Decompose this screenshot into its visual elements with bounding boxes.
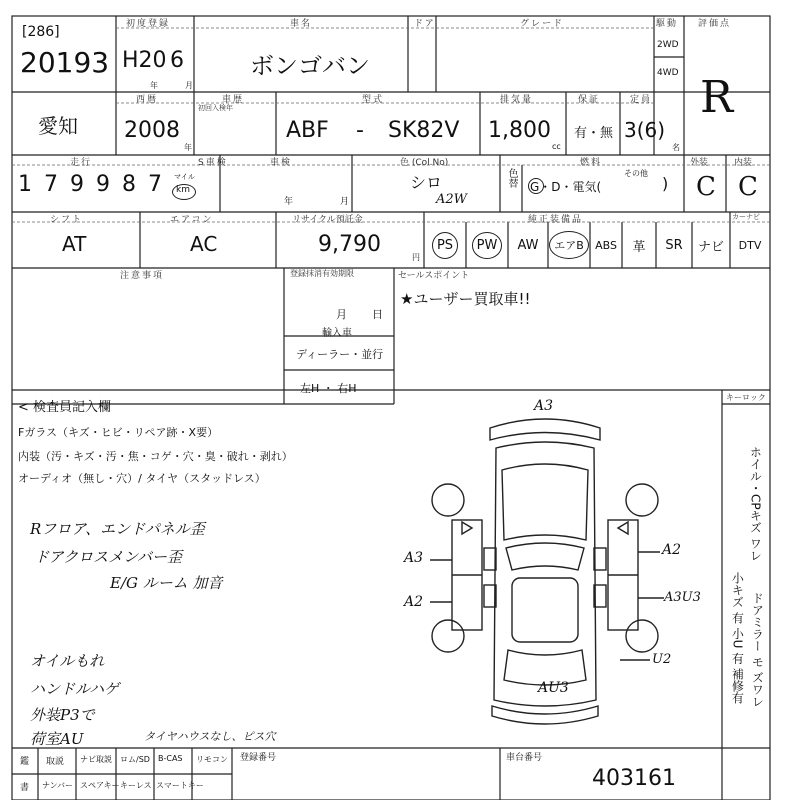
side-note-3: 小キズ 有 小U 有 補修有 [730,572,745,705]
fuel-close: ) [662,174,669,193]
region: 愛知 [38,114,78,138]
bottom-item-remote: リモコン [196,755,228,764]
equipment-label: PW [472,232,503,259]
windshield [506,543,584,570]
displacement: 1,800 [488,118,551,143]
lot-number: 20193 [20,46,110,79]
recycle-fee: 9,790 [318,232,381,257]
bottom-label-2: 書 [20,783,30,793]
hand-note-2: ドアクロスメンバー歪 [34,548,183,566]
hood-panel [502,464,588,540]
bottom-item-spare-key: スペアキー [80,781,120,790]
mirror-left [462,522,472,534]
unit-year-1: 年 [150,81,158,90]
damage-mark-rear: AU3 [538,680,569,696]
inspection-label: 車検 [270,158,293,168]
rating-label: 評価点 [698,19,732,29]
equipment-label: ABS [595,238,617,252]
damage-mark-right-front: A2 [662,542,682,558]
mileage-digit: 7 [44,172,58,197]
reg-month-label: 月 [336,308,347,321]
grade-label: グレード [520,19,565,29]
unit-yen: 円 [412,253,420,262]
recycle-label: リサイクル預託金 [292,215,363,225]
unit-km: km [176,185,190,195]
damage-mark-right-rear: A3U3 [664,590,701,605]
unit-year-2: 年 [184,143,192,152]
drive-4wd: 4WD [657,68,679,78]
damage-mark-left-front: A3 [404,550,424,566]
equipment-label: PS [432,232,458,259]
reg-month: 6 [170,48,184,73]
side-note-2: ドアミラー モ ズワレ [750,592,765,708]
year: 2008 [124,118,180,143]
car-name: ボンゴバン [250,52,370,80]
model-type: SK82V [388,118,460,143]
color-change-mark: 色替 [506,168,517,188]
equipment-label: 革 [632,239,646,255]
interior-label: 内装 [734,158,753,168]
inspector-line-3: オーディオ（無し・穴）/ タイヤ（スタッドレス） [18,472,266,485]
mileage-digit: 8 [122,172,136,197]
wheel-rear-left [432,620,464,652]
unit-month-3: 月 [340,197,350,207]
type-prefix: ABF [286,118,329,143]
rating-value: R [700,72,734,123]
wheel-rear-right [626,620,658,652]
type-label: 型式 [362,95,385,105]
car-number: 403161 [592,766,676,791]
fuel-other: その他 [624,169,648,178]
reg-day-label: 日 [372,308,383,321]
shift-label: シフト [50,215,84,225]
drive-2wd: 2WD [657,40,679,50]
import-label: 輸入車 [322,328,352,339]
key-lock-label: キーロック [726,393,766,402]
bottom-item-nav-manual: ナビ取説 [80,755,112,764]
mileage-label: 走行 [70,158,93,168]
equipment-label: SR [665,237,683,253]
inspector-line-2: 内装（汚・キズ・汚・焦・コゲ・穴・臭・破れ・剥れ） [18,450,293,463]
rear-bumper [492,706,598,724]
equipment-label: DTV [738,238,762,252]
hand-note-3: E/G ルーム 加音 [110,574,223,592]
inspector-line-1: Fガラス（キズ・ヒビ・リペア跡・X要） [18,426,219,439]
damage-mark-left-rear: A2 [404,594,424,610]
equipment-label: エアB [549,231,589,259]
mileage-digit: 7 [148,172,162,197]
color-label: 色 (Col.No) [400,158,449,168]
car-name-label: 車名 [290,19,313,29]
mileage-digit: 1 [18,172,32,197]
import-steering: 左H ・ 右H [300,382,357,395]
front-bumper [490,419,600,440]
warranty-choice: 有・無 [574,126,614,141]
aircon-label: エアコン [170,215,214,225]
reg-expiry-label: 登録抹消有効期限 [290,269,354,278]
reg-era: H20 [122,48,167,73]
capacity-label: 定員 [630,95,653,105]
bottom-label-1: 鑑 [20,757,30,767]
exterior-grade: C [696,172,716,202]
roof-panel [512,578,578,642]
car-number-label: 車台番号 [506,753,543,763]
hand-note-6: 外装P3で [30,706,95,724]
bottom-item-rom: ロム/SD [120,755,150,764]
unit-year-3: 年 [284,197,294,207]
bottom-item-manual: 取説 [46,757,65,767]
unit-cc: cc [552,142,561,151]
damage-mark-front: A3 [534,398,554,414]
year-label: 西暦 [136,95,159,105]
unit-mile: マイル [174,173,195,181]
reg-number-label: 登録番号 [240,753,277,763]
right-front-handle [594,548,606,570]
model-year-label: 車歴 [222,95,245,105]
import-dealer: ディーラー・並行 [296,348,384,361]
equipment-label: AW [517,237,539,253]
displacement-label: 排気量 [500,95,534,105]
mileage-digit: 9 [96,172,110,197]
notes-label: 注意事項 [120,271,165,281]
side-note-1: ホイル・CPキズ ワレ [748,446,763,562]
bottom-item-number: ナンバー [42,781,74,790]
color: シロ [410,173,443,192]
door-label: ドア [414,19,436,29]
bottom-item-bcas: B-CAS [158,754,183,763]
hand-note-5: ハンドルハゲ [30,680,119,698]
model-year-note: 初回入検年 [198,104,233,112]
first-reg-label: 初度登録 [126,19,171,29]
hand-note-1: Rフロア、エンドパネル歪 [30,520,205,538]
hand-note-7: 荷室AU [30,730,84,748]
aircon: AC [190,232,218,256]
unit-name: 名 [672,143,680,152]
damage-mark-right-corner: U2 [652,652,672,667]
hand-note-8: タイヤハウスなし、ピス穴 [144,730,276,743]
mileage-digit: 9 [70,172,84,197]
tuner-label: カーナビ [732,213,760,221]
genuine-label: 純正装備品 [528,215,584,225]
wheel-front-right [626,484,658,516]
sales-point: ★ユーザー買取車!! [400,290,531,308]
unit-month-1: 月 [185,81,193,90]
bottom-item-smart-key: スマートキー [156,781,204,790]
exterior-label: 外装 [690,158,709,168]
fuel-label: 燃料 [580,158,603,168]
mirror-right [618,522,628,534]
sales-point-label: セールスポイント [398,271,470,281]
wheel-front-left [432,484,464,516]
equipment-label: ナビ [697,239,724,255]
bottom-item-keyless: キーレス [120,781,152,790]
interior-grade: C [738,172,758,202]
shaken-label: S車検 [198,158,228,168]
inspector-label: < 検査員記入欄 [18,400,112,415]
fuel-options: G・D・電気( [530,180,602,194]
warranty-label: 保証 [578,95,601,105]
lot-code: [286] [22,24,60,40]
left-front-handle [484,548,496,570]
hand-note-4: オイルもれ [30,652,105,670]
drive-label: 駆動 [656,19,679,29]
type-dash: - [356,118,364,143]
body-outline [494,442,596,706]
shift: AT [62,232,87,256]
color-code: A2W [436,192,468,207]
capacity: 3(6) [624,118,666,142]
